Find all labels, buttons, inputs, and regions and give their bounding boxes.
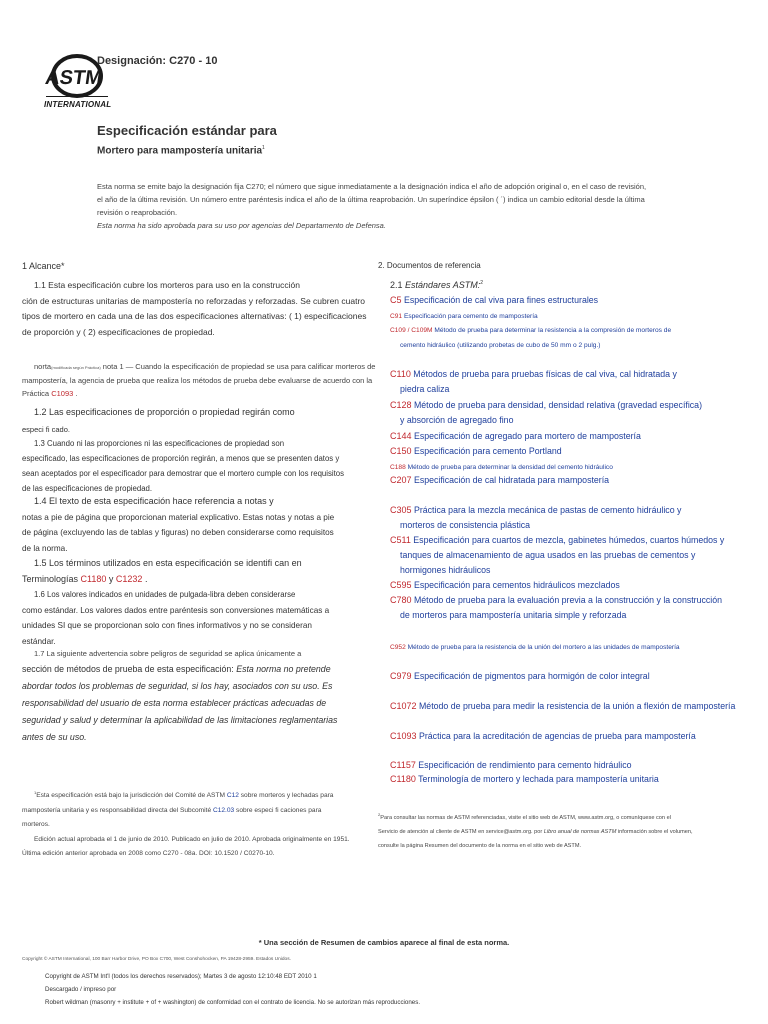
reference-code-link[interactable]: C188: [390, 464, 406, 471]
reference-item: [390, 309, 765, 324]
reference-code-link[interactable]: C144: [390, 431, 412, 441]
reference-code-link[interactable]: C511: [390, 535, 411, 545]
text-line: Edición actual aprobada el 1 de junio de 2010. Publicado en julio de 2010. Aprobada originalmente en 1951.: [34, 835, 350, 843]
text-line: sobre morteros y lechadas para: [238, 792, 334, 800]
reference-title: Especificación de cal viva para fines estructurales: [401, 295, 599, 305]
reference-title: Práctica para la acreditación de agencias de prueba para mampostería: [416, 731, 696, 741]
reference-title: Especificación de rendimiento para cemento hidráulico: [415, 760, 632, 770]
reference-item: [390, 473, 765, 488]
summary-notice: * Una sección de Resumen de cambios aparece al final de esta norma.: [258, 938, 510, 947]
note-label: norta: [34, 362, 52, 371]
text-line: .: [73, 389, 78, 398]
reference-item: [390, 593, 765, 623]
reference-title: Terminología de mortero y lechada para mampostería unitaria: [415, 774, 659, 784]
reference-item: [390, 699, 765, 714]
section-2-heading: 2. Documentos de referencia: [378, 261, 481, 270]
reference-title-continued: tanques de almacenamiento de agua usados en las pruebas de cementos y: [400, 550, 696, 560]
reference-item: [390, 503, 765, 533]
reference-code-link[interactable]: C979: [390, 671, 412, 681]
reference-title: Método de prueba para determinar la densidad del cemento hidráulico: [405, 464, 613, 471]
text-line: nota 1 — Cuando la especificación de propiedad se usa para calificar morteros de: [102, 362, 376, 371]
text-line: Descargado / impreso por: [45, 986, 117, 993]
text-line: 1.5 Los términos utilizados en esta especificación se identifi can en: [34, 558, 302, 568]
reference-code-link[interactable]: C305: [390, 505, 412, 515]
text-line: de la norma.: [22, 543, 68, 553]
page-subtitle: [97, 145, 265, 156]
text-line: sobre especi fi caciones para: [234, 806, 322, 814]
text-line: Libro anual de normas ASTM: [543, 828, 617, 835]
reference-code-link[interactable]: C1180: [390, 774, 416, 784]
reference-title: Especificación de agregado para mortero de mampostería: [411, 431, 641, 441]
reference-title: Método de prueba para medir la resistencia de la unión a flexión de mampostería: [416, 701, 736, 711]
text-line: abordar todos los problemas de seguridad, si los hay, asociados con su uso. Es: [22, 681, 333, 691]
text-line: ción de estructuras unitarias de mampostería no reforzadas y reforzadas. Se cubren cuatro: [22, 295, 366, 306]
reference-title: Método de prueba para determinar la resistencia a la compresión de morteros de: [432, 327, 672, 334]
footnote-1: [22, 786, 367, 862]
text-line: notas a pie de página que proporcionan material explicativo. Estas notas y notas a pie: [22, 512, 335, 522]
text-line: tipos de mortero en cada una de las dos especificaciones alternativas: ( 1) especificaciones: [22, 311, 367, 321]
section-1-heading: 1 Alcance*: [22, 261, 65, 271]
text-line: Esta especificación está bajo la jurisdicción del Comité de ASTM: [36, 792, 227, 800]
reference-code-link[interactable]: C128: [390, 400, 412, 410]
reference-link-c1232[interactable]: C1232: [115, 573, 143, 584]
note-1: [22, 360, 376, 400]
reference-item: [390, 429, 765, 444]
text-line: unidades SI que se proporcionan solo con fines informativos y no se consideran: [22, 621, 312, 630]
text-line: morteros.: [22, 821, 50, 829]
section-1-5: [22, 556, 362, 587]
intro-paragraph: [97, 180, 657, 219]
designation: Designación: C270 - 10: [97, 55, 218, 67]
intro-line: el año de la última revisión. Un número entre paréntesis indica el año de la última reaprobación. Un superíndice épsilon ( ´) indica un cambio editorial desde la última: [97, 195, 645, 204]
reference-item: [390, 729, 765, 744]
reference-code-link[interactable]: C952: [390, 644, 406, 651]
reference-item: [390, 367, 765, 397]
reference-item: [390, 640, 765, 655]
section-2-1: [390, 280, 483, 290]
text-line: 1.1 Esta especificación cubre los morteros para uso en la construcción: [34, 280, 300, 290]
reference-title: Especificación de pigmentos para hormigón de color integral: [411, 671, 650, 681]
text-line: responsabilidad del usuario de esta norma establecer prácticas adecuadas de: [22, 698, 327, 708]
note-tiny-text: (modificada según Práctica): [51, 365, 101, 370]
committee-link-c12[interactable]: C12: [226, 792, 239, 800]
reference-title: Especificación para cementos hidráulicos mezclados: [411, 580, 620, 590]
text-line: Copyright de ASTM Int'l (todos los derechos reservados); Martes 3 de agosto 12:10:48 EDT 2010: [45, 973, 312, 980]
text-line: 1.3 Cuando ni las proporciones ni las especificaciones de propiedad son: [34, 439, 285, 448]
logo-text: INTERNATIONAL: [44, 100, 112, 109]
text-line: antes de su uso.: [22, 732, 87, 742]
text-line: especi fi cado.: [22, 425, 70, 434]
text-line: de las especificaciones de propiedad.: [22, 484, 153, 493]
reference-link-c1180[interactable]: C1180: [80, 573, 107, 584]
reference-item: [390, 444, 765, 459]
section-1-6: [22, 587, 362, 649]
reference-code-link[interactable]: C91: [390, 313, 403, 320]
reference-item: [390, 398, 765, 428]
reference-item: [390, 293, 765, 308]
intro-line: revisión o reaprobación.: [97, 208, 178, 217]
text-line: Para consultar las normas de ASTM referenciadas, visite el sitio web de ASTM, www.astm.org, o comuníquese con el: [380, 814, 671, 821]
subcommittee-link-c12-03[interactable]: C12.03: [212, 806, 235, 814]
reference-item: [390, 533, 765, 578]
section-1-4: [22, 494, 362, 556]
text-line: Esta norma no pretende: [236, 664, 331, 674]
reference-code-link[interactable]: C595: [390, 580, 412, 590]
reference-code-link[interactable]: C5: [390, 295, 402, 305]
svg-text:ASTM: ASTM: [44, 67, 104, 89]
text-line: de página (excluyendo las de tablas y figuras) no deben considerarse como requisitos: [22, 528, 334, 537]
text-line: sean aceptados por el especificador para demostrar que el mortero cumple con los requisitos: [22, 469, 345, 478]
section-1-7: [22, 647, 367, 746]
reference-title-continued: piedra caliza: [400, 384, 450, 394]
text-line: 2.1: [390, 280, 406, 290]
text-line: 1.7 La siguiente advertencia sobre peligros de seguridad se aplica únicamente a: [34, 649, 302, 658]
reference-item: [390, 578, 765, 593]
text-line: 1: [313, 973, 317, 980]
footnote-mark: 2: [480, 280, 483, 286]
subtitle-text: Mortero para mampostería unitaria: [97, 145, 263, 157]
section-1-3: [22, 436, 362, 496]
reference-title-continued: hormigones hidráulicos: [400, 565, 491, 575]
text-line: sección de métodos de prueba de esta especificación:: [22, 664, 237, 674]
text-line: información sobre el volumen,: [616, 828, 693, 835]
reference-title: Especificación para cuartos de mezcla, gabinetes húmedos, cuartos húmedos y: [410, 535, 725, 545]
text-line: 1.4 El texto de esta especificación hace referencia a notas y: [34, 496, 274, 506]
text-line: .: [142, 573, 148, 584]
section-1-2: [22, 404, 362, 438]
reference-code-link[interactable]: C110: [390, 369, 411, 379]
text-line: mampostería unitaria y es responsabilidad directa del Subcomité: [22, 806, 213, 814]
reference-item: [390, 669, 765, 684]
intro-line: Esta norma se emite bajo la designación fija C270; el número que sigue inmediatamente a la designación indica el año de adopción original o, en el caso de revisión,: [97, 182, 647, 191]
reference-link-c1093[interactable]: C1093: [51, 389, 74, 398]
footnote-mark: 1: [34, 790, 37, 795]
reference-code-link[interactable]: C150: [390, 446, 412, 456]
reference-item: [390, 758, 765, 773]
reference-title: Práctica para la mezcla mecánica de pastas de cemento hidráulico y: [411, 505, 682, 515]
text-line: Estándares ASTM:: [405, 280, 481, 290]
reference-title-continued: cemento hidráulico (utilizando probetas de cubo de 50 mm o 2 pulg.): [400, 342, 601, 349]
reference-code-link[interactable]: C1072: [390, 701, 417, 711]
text-line: Práctica: [22, 389, 52, 398]
footnote-mark: 2: [378, 812, 381, 817]
text-line: Última edición anterior aprobada en 2008 como C270 - 08a. DOI: 10.1520 / C0270-10.: [22, 850, 275, 858]
page-title: Especificación estándar para: [97, 123, 277, 138]
reference-code-link[interactable]: C109 / C109M: [390, 327, 433, 334]
text-line: de proporción y ( 2) especificaciones de propiedad.: [22, 326, 215, 337]
text-line: Servicio de atención al cliente de ASTM en service@astm.org. por: [378, 828, 544, 835]
text-line: Robert wildman (masonry + institute + of + washington) de conformidad con el contrato de licencia. No se autorizan más reproducciones.: [45, 999, 421, 1006]
text-line: mampostería, la agencia de prueba que realiza los métodos de prueba debe evaluarse de acuerdo con la: [22, 376, 373, 385]
footnote-2: [378, 808, 758, 853]
section-1-1: [22, 278, 367, 340]
reference-code-link[interactable]: C1093: [390, 731, 417, 741]
reference-title: Especificación para cemento Portland: [411, 446, 562, 456]
text-line: como estándar. Los valores dados entre paréntesis son conversiones matemáticas a: [22, 605, 330, 615]
reference-item: [390, 323, 765, 353]
text-line: y: [106, 573, 116, 584]
reference-code-link[interactable]: C780: [390, 595, 412, 605]
reference-code-link[interactable]: C207: [390, 475, 412, 485]
dod-approval-note: Esta norma ha sido aprobada para su uso por agencias del Departamento de Defensa.: [97, 221, 386, 230]
reference-title: Especificación de cal hidratada para mampostería: [411, 475, 610, 485]
reference-code-link[interactable]: C1157: [390, 760, 416, 770]
reference-item: [390, 772, 765, 787]
text-line: especificado, las especificaciones de proporción regirán, a menos que se presenten datos y: [22, 454, 340, 463]
reference-title: Especificación para cemento de mampostería: [402, 313, 538, 320]
text-line: Terminologías: [22, 573, 81, 584]
reference-title: Método de prueba para la resistencia de la unión del mortero a las unidades de mampostería: [405, 644, 680, 651]
reference-title-continued: y absorción de agregado fino: [400, 415, 514, 425]
text-line: consulte la página Resumen del documento de la norma en el sitio web de ASTM.: [378, 842, 582, 849]
copyright-line: Copyright © ASTM International, 100 Barr Harbor Drive, PO Box C700, West Conshohocken, PA 19428-2959. Estados Unidos.: [22, 957, 291, 962]
text-line: seguridad y salud y determinar la aplicabilidad de las limitaciones reglamentarias: [22, 715, 338, 725]
text-line: 1.2 Las especificaciones de proporción o propiedad regirán como: [34, 407, 295, 417]
reference-title: Método de prueba para densidad, densidad relativa (gravedad específica): [411, 400, 703, 410]
text-line: 1.6 Los valores indicados en unidades de pulgada-libra deben considerarse: [34, 590, 296, 599]
reference-title-continued: de morteros para mampostería unitaria simple y reforzada: [400, 610, 627, 620]
license-block: [45, 970, 420, 1009]
reference-title-continued: morteros de consistencia plástica: [400, 520, 531, 530]
subtitle-footnote-mark: 1: [262, 145, 265, 151]
text-line: estándar.: [22, 636, 56, 646]
reference-title: Método de prueba para la evaluación previa a la construcción y la construcción: [411, 595, 723, 605]
reference-title: Métodos de prueba para pruebas físicas de cal viva, cal hidratada y: [410, 369, 677, 379]
